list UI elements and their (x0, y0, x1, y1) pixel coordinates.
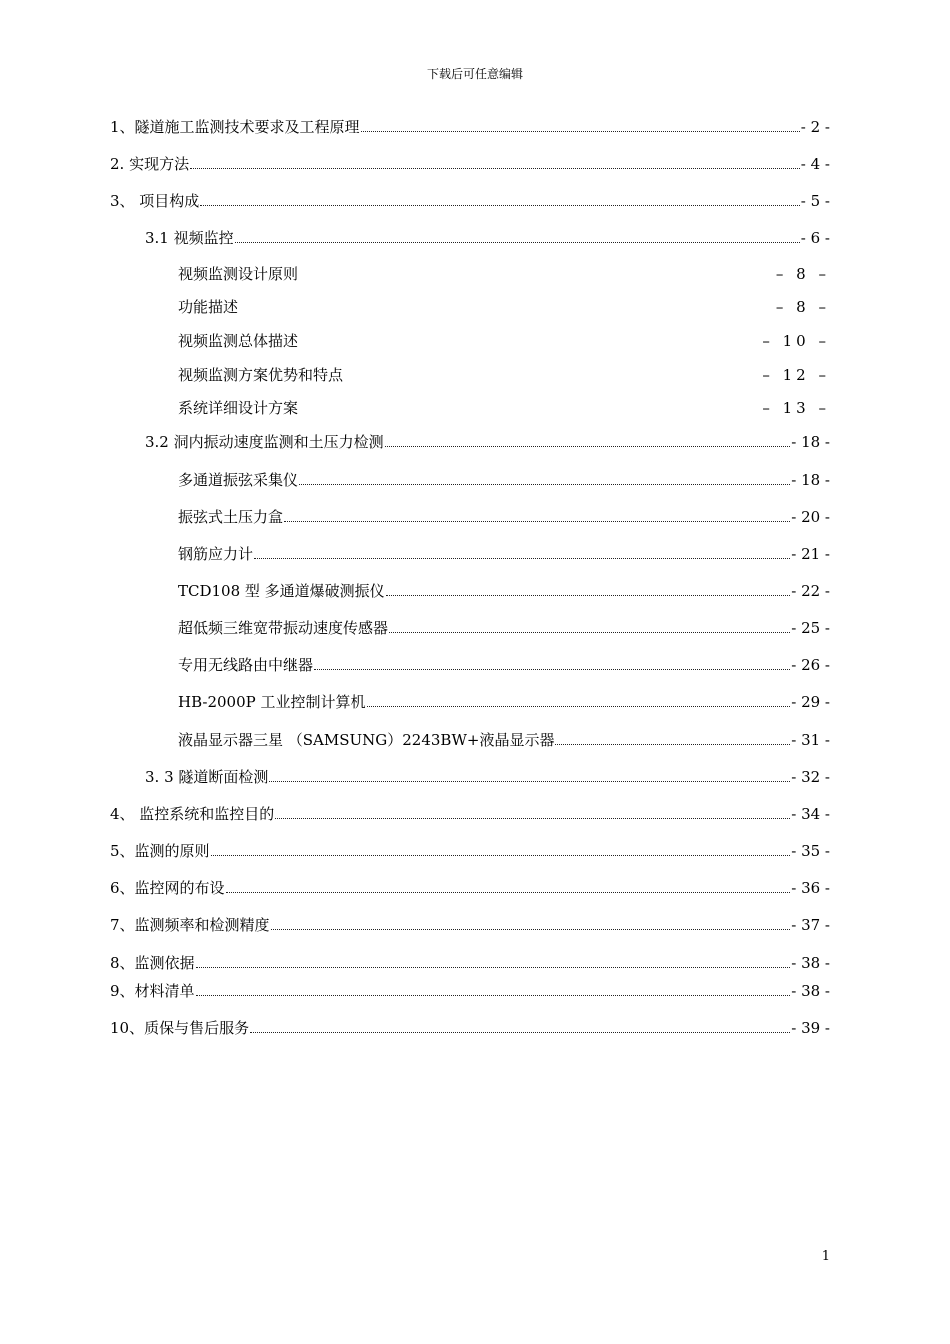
toc-entry-title: 振弦式土压力盒 (178, 508, 284, 526)
toc-entry[interactable] (178, 505, 830, 527)
toc-entry-page: – 12 – (762, 366, 830, 384)
toc-entry-title: 液晶显示器三星 （SAMSUNG）2243BW+液晶显示器 (178, 731, 555, 749)
toc-entry-title: 3、 项目构成 (110, 192, 200, 210)
toc-entry-page: - 39 - (791, 1019, 830, 1037)
toc-entry-title: 3.1 视频监控 (145, 229, 234, 247)
page-number: 1 (821, 1249, 830, 1264)
toc-entry-page: - 18 - (791, 433, 830, 451)
toc-entry-title: 多通道振弦采集仪 (178, 471, 299, 489)
toc-leader-dots (200, 204, 799, 206)
toc-entry-title: 8、监测依据 (110, 954, 195, 972)
toc-entry-title: 2. 实现方法 (110, 155, 190, 173)
toc-entry-page: - 38 - (791, 954, 830, 972)
toc-entry[interactable] (110, 876, 830, 898)
toc-entry[interactable] (178, 616, 830, 638)
toc-entry[interactable] (110, 979, 830, 1001)
toc-entry[interactable] (145, 430, 830, 452)
toc-entry-page: - 31 - (791, 731, 830, 749)
toc-entry-title: 3.2 洞内振动速度监测和土压力检测 (145, 433, 384, 451)
toc-leader-dots (269, 780, 790, 782)
toc-leader-dots (299, 483, 790, 485)
toc-entry-page: - 20 - (791, 508, 830, 526)
toc-leader-dots (314, 668, 790, 670)
toc-entry[interactable] (178, 690, 830, 712)
toc-leader-dots (389, 631, 790, 633)
toc-leader-dots (250, 1031, 790, 1033)
toc-entry-page: - 22 - (791, 582, 830, 600)
toc-entry[interactable] (110, 951, 830, 973)
toc-entry-title: 4、 监控系统和监控目的 (110, 805, 275, 823)
toc-entry[interactable] (145, 226, 830, 248)
toc-entry-title: 3. 3 隧道断面检测 (145, 768, 269, 786)
toc-entry[interactable] (178, 728, 830, 750)
toc-leader-dots (235, 241, 800, 243)
toc-entry[interactable] (110, 115, 830, 137)
toc-leader-dots (271, 928, 791, 930)
toc-entry-page: - 4 - (800, 155, 830, 173)
toc-leader-dots (386, 594, 791, 596)
toc-entry-page: - 6 - (800, 229, 830, 247)
toc-entry-page: - 35 - (791, 842, 830, 860)
toc-entry-title: 钢筋应力计 (178, 545, 254, 563)
toc-entry-title: HB-2000P 工业控制计算机 (178, 693, 366, 711)
toc-entry-page: - 29 - (791, 693, 830, 711)
toc-leader-dots (211, 854, 791, 856)
toc-entry[interactable] (110, 1016, 830, 1038)
toc-entry[interactable] (178, 262, 830, 284)
toc-leader-dots (196, 966, 791, 968)
toc-entry-title: 系统详细设计方案 (178, 399, 299, 417)
toc-entry-page: - 5 - (800, 192, 830, 210)
toc-leader-dots (254, 557, 790, 559)
toc-entry-page: - 26 - (791, 656, 830, 674)
toc-leader-dots (284, 520, 790, 522)
toc-entry[interactable] (110, 839, 830, 861)
toc-entry[interactable] (178, 542, 830, 564)
toc-entry[interactable] (110, 802, 830, 824)
toc-entry-page: - 2 - (800, 118, 830, 136)
toc-leader-dots (275, 817, 790, 819)
toc-entry[interactable] (178, 653, 830, 675)
toc-leader-dots (226, 891, 791, 893)
toc-entry[interactable] (178, 579, 830, 601)
toc-entry[interactable] (110, 913, 830, 935)
toc-entry-page: – 10 – (762, 332, 830, 350)
toc-entry-page: - 21 - (791, 545, 830, 563)
toc-leader-dots (190, 167, 800, 169)
toc-entry[interactable] (178, 363, 830, 385)
toc-entry-page: - 34 - (791, 805, 830, 823)
toc-entry-page: - 38 - (791, 982, 830, 1000)
toc-entry-title: 6、监控网的布设 (110, 879, 225, 897)
toc-entry-page: – 8 – (775, 298, 830, 316)
toc-entry-title: 7、监测频率和检测精度 (110, 916, 270, 934)
toc-entry-title: 超低频三维宽带振动速度传感器 (178, 619, 389, 637)
toc-entry-page: - 37 - (791, 916, 830, 934)
toc-leader-dots (385, 445, 791, 447)
toc-entry-page: – 13 – (762, 399, 830, 417)
toc-entry[interactable] (145, 765, 830, 787)
toc-entry[interactable] (110, 189, 830, 211)
toc-entry-title: 10、质保与售后服务 (110, 1019, 250, 1037)
toc-entry-page: - 18 - (791, 471, 830, 489)
toc-entry[interactable] (178, 295, 830, 317)
toc-entry[interactable] (178, 329, 830, 351)
toc-entry-title: 视频监测方案优势和特点 (178, 366, 344, 384)
toc-entry[interactable] (110, 152, 830, 174)
toc-entry-title: 专用无线路由中继器 (178, 656, 314, 674)
toc-entry-title: 5、监测的原则 (110, 842, 210, 860)
toc-entry-page: – 8 – (775, 265, 830, 283)
toc-leader-dots (555, 743, 790, 745)
toc-entry-title: 视频监测设计原则 (178, 265, 299, 283)
toc-entry[interactable] (178, 468, 830, 490)
toc-leader-dots (196, 994, 791, 996)
toc-entry-title: TCD108 型 多通道爆破测振仪 (178, 582, 385, 600)
page-header: 下载后可任意编辑 (426, 67, 523, 81)
toc-entry-page: - 32 - (791, 768, 830, 786)
toc-entry-title: 功能描述 (178, 298, 239, 316)
toc-entry-title: 1、隧道施工监测技术要求及工程原理 (110, 118, 360, 136)
toc-entry-page: - 36 - (791, 879, 830, 897)
toc-leader-dots (361, 130, 800, 132)
toc-leader-dots (367, 705, 791, 707)
toc-entry-title: 9、材料清单 (110, 982, 195, 1000)
toc-entry[interactable] (178, 396, 830, 418)
toc-entry-title: 视频监测总体描述 (178, 332, 299, 350)
toc-entry-page: - 25 - (791, 619, 830, 637)
